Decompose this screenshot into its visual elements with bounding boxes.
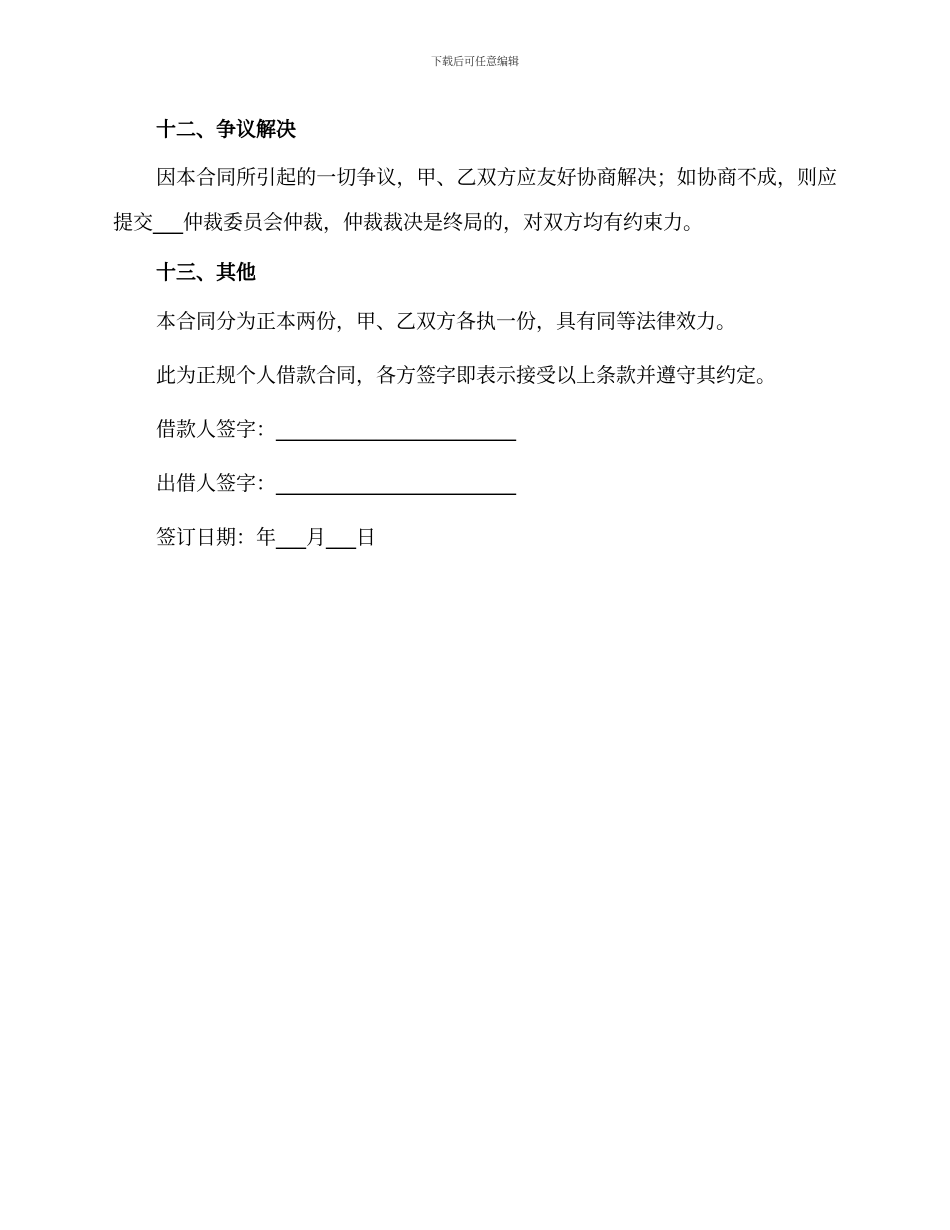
acceptance-clause-paragraph: 此为正规个人借款合同，各方签字即表示接受以上条款并遵守其约定。 (156, 363, 776, 387)
section-other (113, 254, 837, 398)
section-dispute-resolution (113, 111, 837, 245)
signature-block (113, 407, 837, 560)
section-heading: 十三、其他 (156, 260, 256, 284)
document-body (113, 111, 837, 560)
section-heading: 十二、争议解决 (156, 117, 296, 141)
page-header: 下载后可任意编辑 (431, 55, 519, 68)
borrower-signature-line: 借款人签字：________________________ (156, 417, 516, 441)
dispute-clause-paragraph: 因本合同所引起的一切争议，甲、乙双方应友好协商解决；如协商不成，则应提交___仲裁委员会仲裁，仲裁裁决是终局的，对双方均有约束力。 (113, 165, 837, 234)
lender-signature-line: 出借人签字：________________________ (156, 471, 516, 495)
signing-date-line: 签订日期：年___月___日 (156, 525, 376, 549)
copies-clause-paragraph: 本合同分为正本两份，甲、乙双方各执一份，具有同等法律效力。 (156, 309, 736, 333)
